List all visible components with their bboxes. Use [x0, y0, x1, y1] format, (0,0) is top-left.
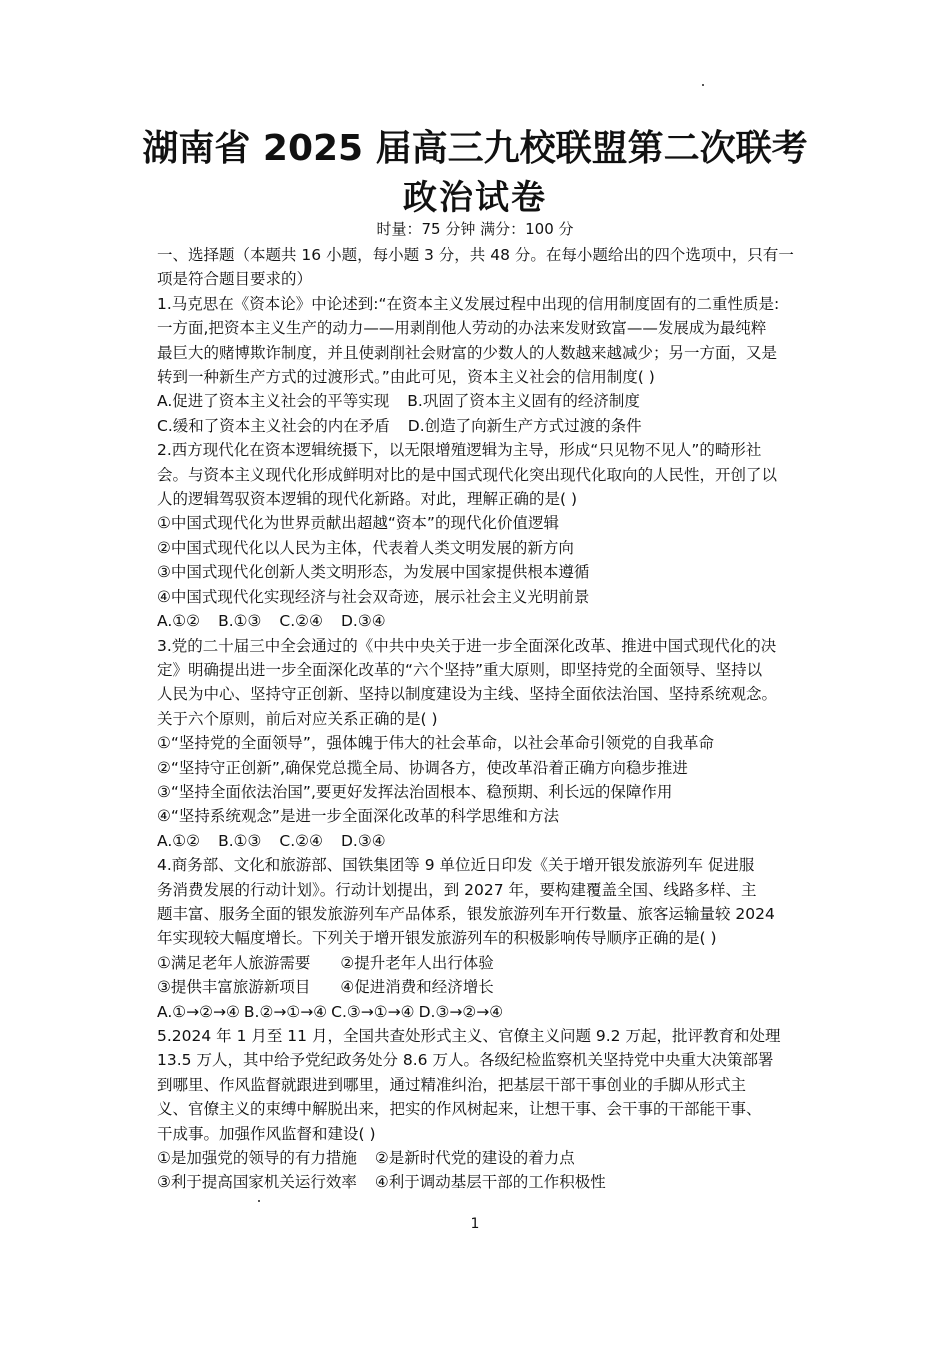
option-c: C.缓和了资本主义社会的内在矛盾	[157, 416, 390, 435]
option-c: C.③→①→④	[331, 1002, 415, 1021]
question-line: 人的逻辑驾驭资本逻辑的现代化新路。对此，理解正确的是( )	[157, 490, 578, 509]
scan-dot	[258, 1200, 260, 1202]
option-a: A.促进了资本主义社会的平等实现	[157, 392, 390, 411]
statement: ②中国式现代化以人民为主体，代表着人类文明发展的新方向	[157, 538, 574, 557]
statement: ①“坚持党的全面领导”，强体魄于伟大的社会革命，以社会革命引领党的自我革命	[157, 734, 714, 753]
option-row	[157, 609, 817, 633]
section-heading: 一、选择题（本题共 16 小题，每小题 3 分，共 48 分。在每小题给出的四个选项中，只有一	[157, 246, 794, 264]
exam-title: 湖南省 2025 届高三九校联盟第二次联考	[142, 128, 808, 169]
question-line: 2.西方现代化在资本逻辑统摄下，以无限增殖逻辑为主导，形成“只见物不见人”的畸形社	[157, 441, 762, 460]
question-line: 5.2024 年 1 月至 11 月，全国共查处形式主义、官僚主义问题 9.2 万起，批评教育和处理	[157, 1027, 781, 1045]
question-line: 人民为中心、坚持守正创新、坚持以制度建设为主线、坚持全面依法治国、坚持系统观念。	[157, 685, 778, 704]
question-line: 义、官僚主义的束缚中解脱出来，把实的作风树起来，让想干事、会干事的干部能干事、	[157, 1100, 762, 1119]
question-line: 干成事。加强作风监督和建设( )	[157, 1124, 376, 1143]
question-line: 年实现较大幅度增长。下列关于增开银发旅游列车的积极影响传导顺序正确的是( )	[157, 929, 717, 948]
question-5	[157, 1024, 817, 1195]
section-heading-cont: 项是符合题目要求的）	[157, 270, 313, 289]
option-c: C.②④	[279, 831, 323, 850]
statement-row	[157, 1146, 817, 1170]
question-line: 务消费发展的行动计划》。行动计划提出，到 2027 年，要构建覆盖全国、线路多样、主	[157, 880, 757, 899]
option-row	[157, 1000, 817, 1024]
question-line: 关于六个原则，前后对应关系正确的是( )	[157, 709, 438, 728]
question-line: 题丰富、服务全面的银发旅游列车产品体系，银发旅游列车开行数量、旅客运输量较 2024	[157, 904, 775, 923]
option-a: A.①②	[157, 831, 201, 850]
statement: ④“坚持系统观念”是进一步全面深化改革的科学思维和方法	[157, 807, 559, 826]
question-line: 3.党的二十届三中全会通过的《中共中央关于进一步全面深化改革、推进中国式现代化的决	[157, 636, 777, 655]
statement: ④利于调动基层干部的工作积极性	[374, 1173, 606, 1192]
statement: ①满足老年人旅游需要	[157, 953, 311, 972]
question-line: 转到一种新生产方式的过渡形式。”由此可见，资本主义社会的信用制度( )	[157, 368, 655, 387]
option-b: B.①③	[218, 831, 262, 850]
scan-dot	[702, 84, 704, 86]
question-line: 会。与资本主义现代化形成鲜明对比的是中国式现代化突出现代化取向的人民性，开创了以	[157, 465, 778, 484]
option-row	[157, 829, 817, 853]
page-number: 1	[470, 1216, 480, 1232]
statement: ②“坚持守正创新”,确保党总揽全局、协调各方，使改革沿着正确方向稳步推进	[157, 758, 688, 777]
option-d: D.③④	[340, 831, 386, 850]
option-c: C.②④	[279, 612, 323, 631]
option-a: A.①②	[157, 612, 201, 631]
option-b: B.巩固了资本主义固有的经济制度	[407, 392, 640, 411]
question-line: 最巨大的赌博欺诈制度，并且使剥削社会财富的少数人的人数越来越减少；另一方面，又是	[157, 343, 778, 362]
question-1	[157, 292, 817, 438]
option-d: D.创造了向新生产方式过渡的条件	[407, 416, 642, 435]
statement: ③“坚持全面依法治国”,要更好发挥法治固根本、稳预期、利长远的保障作用	[157, 782, 673, 801]
option-d: D.③→②→④	[418, 1002, 504, 1021]
question-line: 1.马克思在《资本论》中论述到:“在资本主义发展过程中出现的信用制度固有的二重性质是:	[157, 294, 780, 313]
statement: ①中国式现代化为世界贡献出超越“资本”的现代化价值逻辑	[157, 514, 559, 533]
exam-time-score: 时量：75 分钟 满分：100 分	[376, 220, 574, 238]
statement: ②是新时代党的建设的着力点	[374, 1149, 575, 1168]
question-3	[157, 634, 817, 854]
statement-row	[157, 975, 817, 999]
option-row	[157, 389, 817, 413]
statement-row	[157, 951, 817, 975]
option-a: A.①→②→④	[157, 1002, 240, 1021]
question-line: 定》明确提出进一步全面深化改革的“六个坚持”重大原则，即坚持党的全面领导、坚持以	[157, 660, 763, 679]
statement: ①是加强党的领导的有力措施	[157, 1149, 357, 1168]
statement: ④促进消费和经济增长	[340, 978, 494, 997]
exam-subject-title: 政治试卷	[403, 178, 547, 218]
statement: ④中国式现代化实现经济与社会双奇迹，展示社会主义光明前景	[157, 587, 590, 606]
question-line: 13.5 万人，其中给予党纪政务处分 8.6 万人。各级纪检监察机关坚持党中央重大决策部署	[157, 1051, 774, 1070]
question-line: 一方面,把资本主义生产的动力——用剥削他人劳动的办法来发财致富——发展成为最纯粹	[157, 319, 767, 338]
question-line: 到哪里、作风监督就跟进到哪里，通过精准纠治，把基层干部干事创业的手脚从形式主	[157, 1075, 747, 1094]
question-4	[157, 853, 817, 1024]
option-d: D.③④	[340, 612, 386, 631]
statement: ③利于提高国家机关运行效率	[157, 1173, 357, 1192]
statement-row	[157, 1170, 817, 1194]
statement: ③中国式现代化创新人类文明形态，为发展中国家提供根本遵循	[157, 563, 590, 582]
statement: ③提供丰富旅游新项目	[157, 978, 311, 997]
option-b: B.②→①→④	[243, 1002, 328, 1021]
question-line: 4.商务部、文化和旅游部、国铁集团等 9 单位近日印发《关于增开银发旅游列车 促进服	[157, 856, 755, 875]
option-b: B.①③	[218, 612, 262, 631]
option-row	[157, 414, 817, 438]
question-2	[157, 438, 817, 633]
exam-body	[157, 243, 817, 1195]
statement: ②提升老年人出行体验	[340, 953, 494, 972]
